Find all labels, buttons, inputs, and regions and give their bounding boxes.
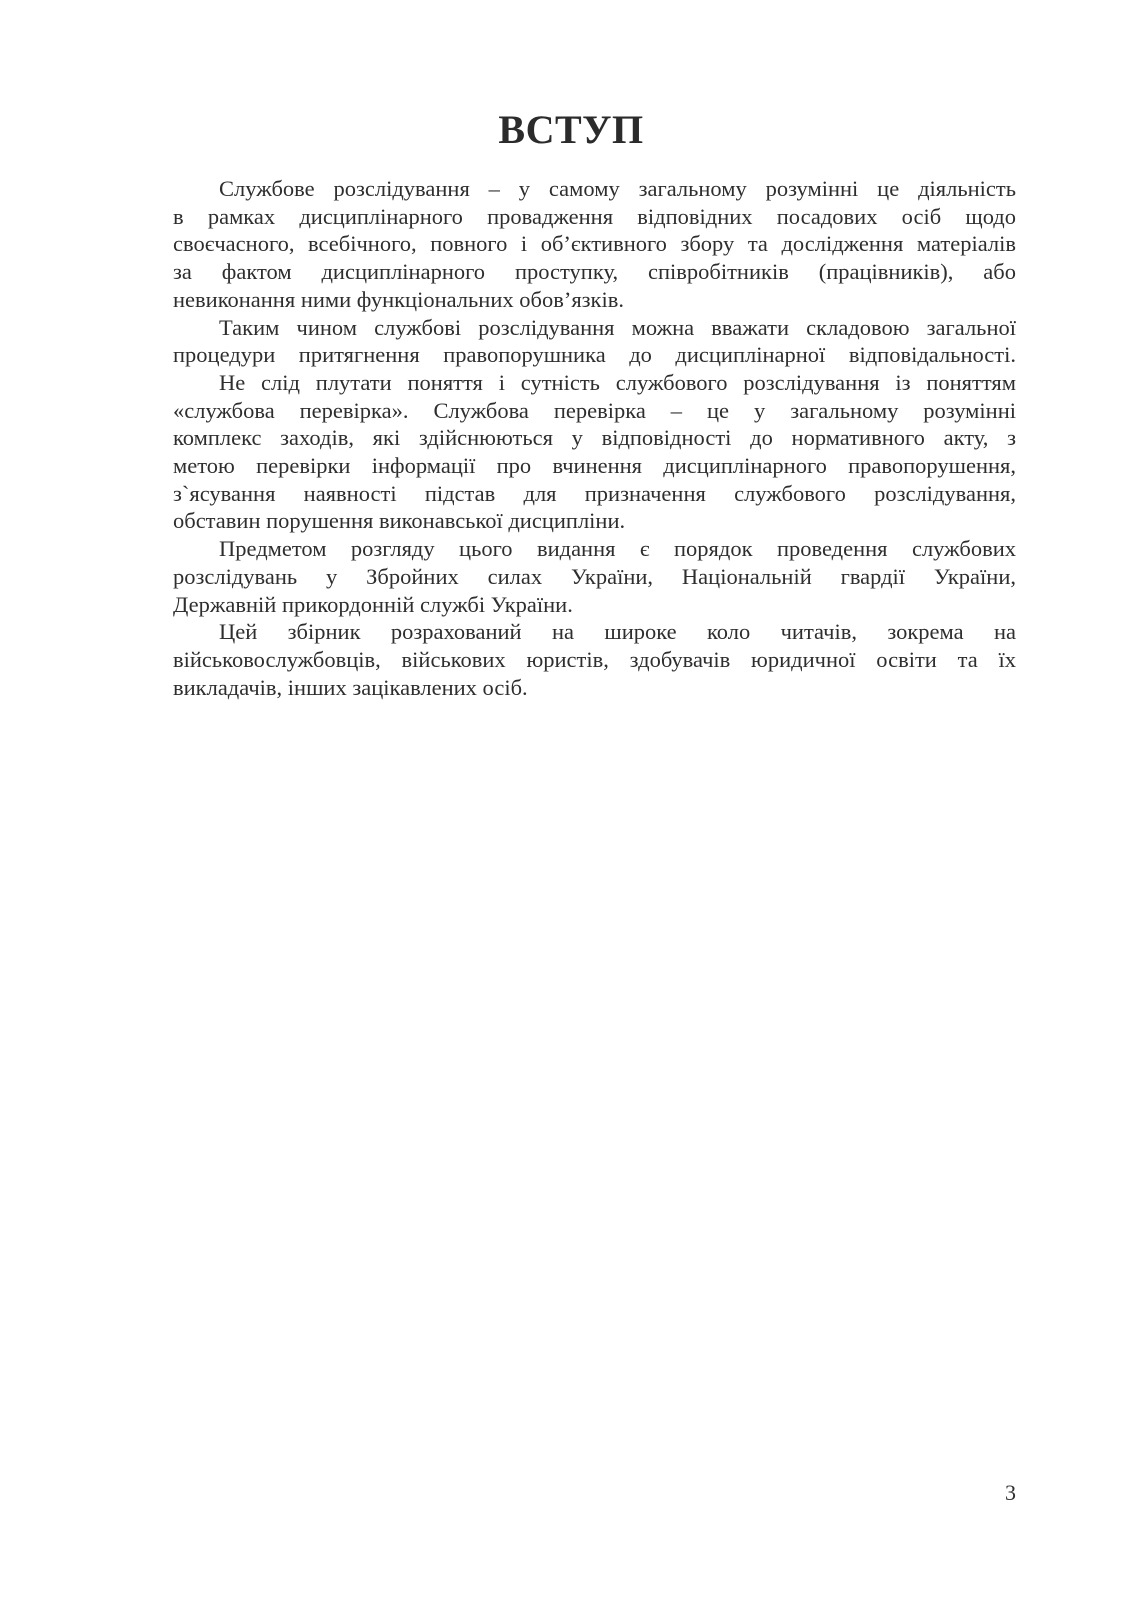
page-number: 3 [1005,1480,1016,1505]
text-line: Предметом розгляду цього видання є порядок проведення службових [219,536,1016,562]
text-line: військовослужбовців, військових юристів, здобувачів юридичної освіти та їх [173,646,1016,672]
paragraph-3 [127,369,1016,535]
text-line: Таким чином службові розслідування можна вважати складовою загальної [219,314,1016,340]
paragraph-4 [127,535,1016,618]
text-line: процедури притягнення правопорушника до дисциплінарної відповідальності. [173,342,1016,368]
text-line: комплекс заходів, які здійснюються у відповідності до нормативного акту, з [173,425,1016,451]
text-line: в рамках дисциплінарного провадження відповідних посадових осіб щодо [173,203,1016,229]
paragraph-5 [127,618,1016,701]
text-line: «службова перевірка». Службова перевірка – це у загальному розумінні [173,397,1016,423]
text-line: за фактом дисциплінарного проступку, співробітників (працівників), або [173,259,1016,285]
body-text [127,175,1016,701]
text-line: з`ясування наявності підстав для призначення службового розслідування, [173,480,1016,506]
text-line: обставин порушення виконавської дисципліни. [173,508,626,534]
text-line: Цей збірник розрахований на широке коло читачів, зокрема на [219,619,1016,645]
paragraph-2 [127,314,1016,369]
text-line: Державній прикордонній службі України. [173,591,573,617]
text-line: метою перевірки інформації про вчинення дисциплінарного правопорушення, [173,453,1016,479]
text-line: невиконання ними функціональних обов’язків. [173,286,624,312]
text-line: Не слід плутати поняття і сутність службового розслідування із поняттям [219,369,1016,395]
text-line: розслідувань у Збройних силах України, Національній гвардії України, [173,563,1016,589]
text-line: викладачів, інших зацікавлених осіб. [173,674,528,700]
paragraph-1 [127,175,1016,314]
text-line: Службове розслідування – у самому загальному розумінні це діяльність [219,176,1016,201]
page-title: ВСТУП [498,107,644,152]
text-line: своєчасного, всебічного, повного і об’єктивного збору та дослідження матеріалів [173,231,1016,257]
